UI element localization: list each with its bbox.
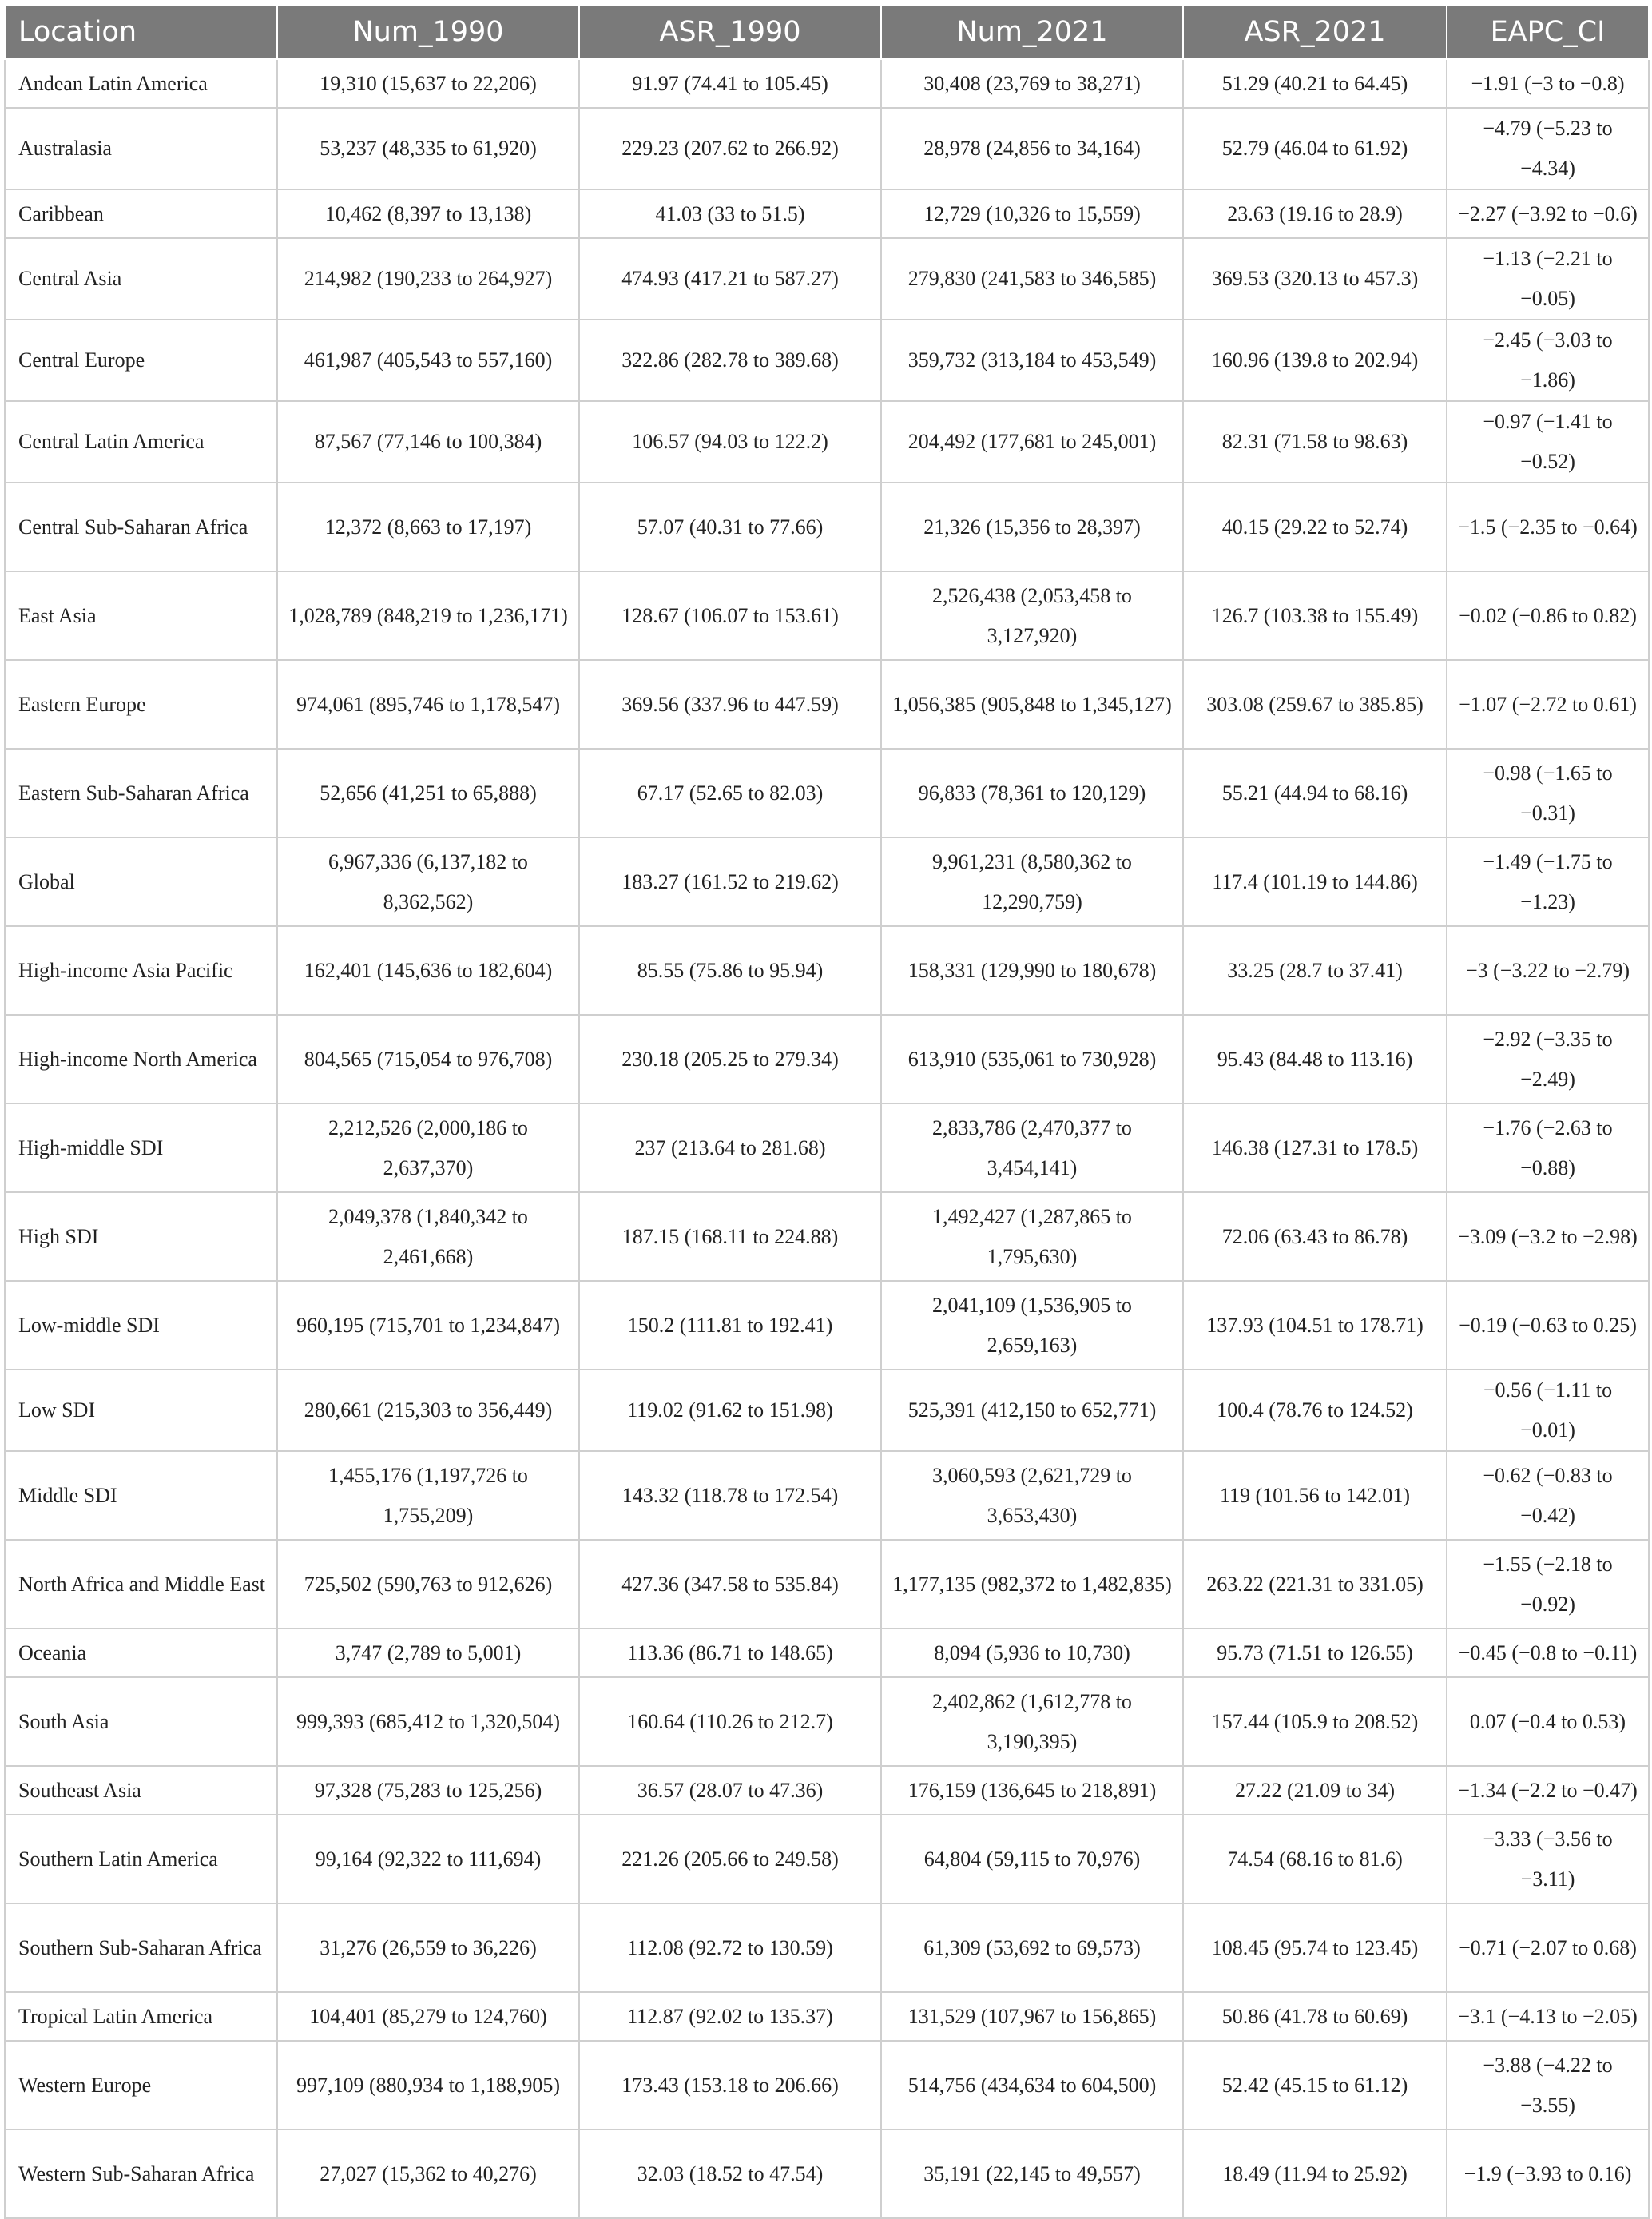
cell-num-2021: 158,331 (129,990 to 180,678)	[881, 926, 1183, 1015]
cell-asr-2021: 108.45 (95.74 to 123.45)	[1183, 1903, 1447, 1992]
table-row	[5, 1015, 1649, 1104]
cell-location: East Asia	[5, 571, 277, 660]
cell-asr-1990: 112.08 (92.72 to 130.59)	[579, 1903, 881, 1992]
cell-num-1990: 53,237 (48,335 to 61,920)	[277, 108, 579, 189]
table-header	[5, 5, 1649, 59]
cell-num-2021: 525,391 (412,150 to 652,771)	[881, 1370, 1183, 1451]
cell-asr-1990: 229.23 (207.62 to 266.92)	[579, 108, 881, 189]
table-row	[5, 2130, 1649, 2218]
cell-eapc-ci: −3 (−3.22 to −2.79)	[1447, 926, 1649, 1015]
cell-asr-1990: 143.32 (118.78 to 172.54)	[579, 1451, 881, 1540]
cell-asr-2021: 40.15 (29.22 to 52.74)	[1183, 483, 1447, 571]
cell-num-1990: 461,987 (405,543 to 557,160)	[277, 320, 579, 401]
cell-eapc-ci: −2.45 (−3.03 to −1.86)	[1447, 320, 1649, 401]
cell-location: Southeast Asia	[5, 1766, 277, 1815]
cell-num-1990: 214,982 (190,233 to 264,927)	[277, 238, 579, 320]
cell-num-2021: 61,309 (53,692 to 69,573)	[881, 1903, 1183, 1992]
cell-num-2021: 35,191 (22,145 to 49,557)	[881, 2130, 1183, 2218]
table-row	[5, 1815, 1649, 1903]
table-row	[5, 59, 1649, 108]
cell-num-1990: 6,967,336 (6,137,182 to 8,362,562)	[277, 837, 579, 926]
table-row	[5, 1540, 1649, 1628]
table-row	[5, 660, 1649, 749]
cell-asr-1990: 369.56 (337.96 to 447.59)	[579, 660, 881, 749]
cell-num-1990: 1,028,789 (848,219 to 1,236,171)	[277, 571, 579, 660]
column-header-location: Location	[5, 5, 277, 59]
cell-asr-1990: 150.2 (111.81 to 192.41)	[579, 1281, 881, 1370]
cell-asr-2021: 119 (101.56 to 142.01)	[1183, 1451, 1447, 1540]
cell-eapc-ci: −1.55 (−2.18 to −0.92)	[1447, 1540, 1649, 1628]
cell-asr-1990: 237 (213.64 to 281.68)	[579, 1104, 881, 1192]
cell-asr-2021: 72.06 (63.43 to 86.78)	[1183, 1192, 1447, 1281]
cell-asr-2021: 33.25 (28.7 to 37.41)	[1183, 926, 1447, 1015]
cell-num-2021: 21,326 (15,356 to 28,397)	[881, 483, 1183, 571]
cell-eapc-ci: −0.19 (−0.63 to 0.25)	[1447, 1281, 1649, 1370]
cell-location: Tropical Latin America	[5, 1992, 277, 2041]
cell-asr-1990: 230.18 (205.25 to 279.34)	[579, 1015, 881, 1104]
cell-eapc-ci: −1.07 (−2.72 to 0.61)	[1447, 660, 1649, 749]
cell-num-2021: 2,526,438 (2,053,458 to 3,127,920)	[881, 571, 1183, 660]
table-row	[5, 483, 1649, 571]
table-row	[5, 1451, 1649, 1540]
cell-num-2021: 131,529 (107,967 to 156,865)	[881, 1992, 1183, 2041]
cell-eapc-ci: −1.34 (−2.2 to −0.47)	[1447, 1766, 1649, 1815]
cell-location: Low SDI	[5, 1370, 277, 1451]
cell-asr-2021: 55.21 (44.94 to 68.16)	[1183, 749, 1447, 837]
cell-asr-1990: 322.86 (282.78 to 389.68)	[579, 320, 881, 401]
cell-asr-2021: 74.54 (68.16 to 81.6)	[1183, 1815, 1447, 1903]
column-header-eapc-ci: EAPC_CI	[1447, 5, 1649, 59]
cell-eapc-ci: −0.45 (−0.8 to −0.11)	[1447, 1628, 1649, 1677]
cell-location: High-income Asia Pacific	[5, 926, 277, 1015]
cell-eapc-ci: 0.07 (−0.4 to 0.53)	[1447, 1677, 1649, 1766]
table-row	[5, 1677, 1649, 1766]
cell-num-1990: 162,401 (145,636 to 182,604)	[277, 926, 579, 1015]
table-row	[5, 837, 1649, 926]
cell-asr-2021: 27.22 (21.09 to 34)	[1183, 1766, 1447, 1815]
cell-num-2021: 96,833 (78,361 to 120,129)	[881, 749, 1183, 837]
cell-eapc-ci: −0.02 (−0.86 to 0.82)	[1447, 571, 1649, 660]
cell-num-1990: 974,061 (895,746 to 1,178,547)	[277, 660, 579, 749]
column-header-asr-1990: ASR_1990	[579, 5, 881, 59]
header-row	[5, 5, 1649, 59]
cell-eapc-ci: −1.5 (−2.35 to −0.64)	[1447, 483, 1649, 571]
cell-asr-1990: 113.36 (86.71 to 148.65)	[579, 1628, 881, 1677]
cell-location: Global	[5, 837, 277, 926]
cell-num-1990: 12,372 (8,663 to 17,197)	[277, 483, 579, 571]
data-table	[4, 4, 1650, 2219]
table-row	[5, 401, 1649, 483]
cell-asr-2021: 51.29 (40.21 to 64.45)	[1183, 59, 1447, 108]
cell-asr-1990: 427.36 (347.58 to 535.84)	[579, 1540, 881, 1628]
cell-eapc-ci: −1.76 (−2.63 to −0.88)	[1447, 1104, 1649, 1192]
cell-asr-1990: 183.27 (161.52 to 219.62)	[579, 837, 881, 926]
cell-num-2021: 359,732 (313,184 to 453,549)	[881, 320, 1183, 401]
column-header-num-1990: Num_1990	[277, 5, 579, 59]
cell-num-2021: 9,961,231 (8,580,362 to 12,290,759)	[881, 837, 1183, 926]
cell-eapc-ci: −0.71 (−2.07 to 0.68)	[1447, 1903, 1649, 1992]
cell-asr-1990: 173.43 (153.18 to 206.66)	[579, 2041, 881, 2130]
cell-num-1990: 104,401 (85,279 to 124,760)	[277, 1992, 579, 2041]
cell-asr-2021: 117.4 (101.19 to 144.86)	[1183, 837, 1447, 926]
cell-location: Low-middle SDI	[5, 1281, 277, 1370]
table-row	[5, 320, 1649, 401]
cell-num-1990: 1,455,176 (1,197,726 to 1,755,209)	[277, 1451, 579, 1540]
cell-location: High-middle SDI	[5, 1104, 277, 1192]
cell-asr-1990: 36.57 (28.07 to 47.36)	[579, 1766, 881, 1815]
cell-asr-2021: 303.08 (259.67 to 385.85)	[1183, 660, 1447, 749]
cell-num-2021: 64,804 (59,115 to 70,976)	[881, 1815, 1183, 1903]
cell-asr-2021: 18.49 (11.94 to 25.92)	[1183, 2130, 1447, 2218]
table-row	[5, 1281, 1649, 1370]
cell-asr-2021: 126.7 (103.38 to 155.49)	[1183, 571, 1447, 660]
table-row	[5, 1628, 1649, 1677]
cell-eapc-ci: −2.27 (−3.92 to −0.6)	[1447, 189, 1649, 238]
cell-num-1990: 31,276 (26,559 to 36,226)	[277, 1903, 579, 1992]
cell-num-1990: 97,328 (75,283 to 125,256)	[277, 1766, 579, 1815]
cell-asr-1990: 119.02 (91.62 to 151.98)	[579, 1370, 881, 1451]
cell-num-2021: 279,830 (241,583 to 346,585)	[881, 238, 1183, 320]
cell-location: Eastern Europe	[5, 660, 277, 749]
cell-num-2021: 613,910 (535,061 to 730,928)	[881, 1015, 1183, 1104]
cell-num-2021: 1,056,385 (905,848 to 1,345,127)	[881, 660, 1183, 749]
cell-asr-2021: 95.43 (84.48 to 113.16)	[1183, 1015, 1447, 1104]
cell-location: Southern Sub-Saharan Africa	[5, 1903, 277, 1992]
cell-num-2021: 1,177,135 (982,372 to 1,482,835)	[881, 1540, 1183, 1628]
cell-asr-2021: 263.22 (221.31 to 331.05)	[1183, 1540, 1447, 1628]
cell-location: Andean Latin America	[5, 59, 277, 108]
cell-num-2021: 204,492 (177,681 to 245,001)	[881, 401, 1183, 483]
cell-asr-2021: 146.38 (127.31 to 178.5)	[1183, 1104, 1447, 1192]
cell-asr-2021: 52.42 (45.15 to 61.12)	[1183, 2041, 1447, 2130]
cell-num-1990: 2,212,526 (2,000,186 to 2,637,370)	[277, 1104, 579, 1192]
table-row	[5, 1903, 1649, 1992]
cell-asr-1990: 106.57 (94.03 to 122.2)	[579, 401, 881, 483]
cell-eapc-ci: −1.91 (−3 to −0.8)	[1447, 59, 1649, 108]
cell-num-1990: 725,502 (590,763 to 912,626)	[277, 1540, 579, 1628]
table-row	[5, 2041, 1649, 2130]
cell-num-1990: 87,567 (77,146 to 100,384)	[277, 401, 579, 483]
cell-eapc-ci: −3.33 (−3.56 to −3.11)	[1447, 1815, 1649, 1903]
cell-location: Southern Latin America	[5, 1815, 277, 1903]
cell-num-1990: 19,310 (15,637 to 22,206)	[277, 59, 579, 108]
cell-eapc-ci: −0.98 (−1.65 to −0.31)	[1447, 749, 1649, 837]
cell-eapc-ci: −1.49 (−1.75 to −1.23)	[1447, 837, 1649, 926]
cell-asr-1990: 57.07 (40.31 to 77.66)	[579, 483, 881, 571]
cell-location: High SDI	[5, 1192, 277, 1281]
cell-eapc-ci: −1.9 (−3.93 to 0.16)	[1447, 2130, 1649, 2218]
table-row	[5, 1370, 1649, 1451]
table-row	[5, 749, 1649, 837]
cell-asr-1990: 85.55 (75.86 to 95.94)	[579, 926, 881, 1015]
table-row	[5, 1104, 1649, 1192]
cell-num-1990: 52,656 (41,251 to 65,888)	[277, 749, 579, 837]
cell-num-2021: 12,729 (10,326 to 15,559)	[881, 189, 1183, 238]
cell-num-1990: 804,565 (715,054 to 976,708)	[277, 1015, 579, 1104]
cell-asr-1990: 41.03 (33 to 51.5)	[579, 189, 881, 238]
cell-location: Central Latin America	[5, 401, 277, 483]
cell-num-1990: 280,661 (215,303 to 356,449)	[277, 1370, 579, 1451]
cell-location: Central Asia	[5, 238, 277, 320]
table-row	[5, 1992, 1649, 2041]
cell-location: North Africa and Middle East	[5, 1540, 277, 1628]
cell-location: Eastern Sub-Saharan Africa	[5, 749, 277, 837]
cell-asr-2021: 82.31 (71.58 to 98.63)	[1183, 401, 1447, 483]
cell-eapc-ci: −0.97 (−1.41 to −0.52)	[1447, 401, 1649, 483]
table-row	[5, 108, 1649, 189]
column-header-asr-2021: ASR_2021	[1183, 5, 1447, 59]
cell-asr-1990: 112.87 (92.02 to 135.37)	[579, 1992, 881, 2041]
cell-asr-1990: 221.26 (205.66 to 249.58)	[579, 1815, 881, 1903]
cell-asr-2021: 95.73 (71.51 to 126.55)	[1183, 1628, 1447, 1677]
cell-eapc-ci: −3.1 (−4.13 to −2.05)	[1447, 1992, 1649, 2041]
cell-asr-2021: 50.86 (41.78 to 60.69)	[1183, 1992, 1447, 2041]
cell-num-1990: 3,747 (2,789 to 5,001)	[277, 1628, 579, 1677]
cell-asr-1990: 32.03 (18.52 to 47.54)	[579, 2130, 881, 2218]
cell-asr-2021: 160.96 (139.8 to 202.94)	[1183, 320, 1447, 401]
cell-num-1990: 99,164 (92,322 to 111,694)	[277, 1815, 579, 1903]
cell-asr-1990: 474.93 (417.21 to 587.27)	[579, 238, 881, 320]
cell-location: Australasia	[5, 108, 277, 189]
cell-eapc-ci: −0.62 (−0.83 to −0.42)	[1447, 1451, 1649, 1540]
data-table-container	[4, 4, 1648, 2219]
cell-asr-1990: 128.67 (106.07 to 153.61)	[579, 571, 881, 660]
cell-location: Middle SDI	[5, 1451, 277, 1540]
cell-num-2021: 8,094 (5,936 to 10,730)	[881, 1628, 1183, 1677]
table-row	[5, 926, 1649, 1015]
cell-eapc-ci: −1.13 (−2.21 to −0.05)	[1447, 238, 1649, 320]
cell-asr-2021: 100.4 (78.76 to 124.52)	[1183, 1370, 1447, 1451]
cell-asr-1990: 67.17 (52.65 to 82.03)	[579, 749, 881, 837]
cell-asr-1990: 160.64 (110.26 to 212.7)	[579, 1677, 881, 1766]
cell-asr-2021: 157.44 (105.9 to 208.52)	[1183, 1677, 1447, 1766]
cell-location: High-income North America	[5, 1015, 277, 1104]
cell-asr-2021: 23.63 (19.16 to 28.9)	[1183, 189, 1447, 238]
cell-num-2021: 2,402,862 (1,612,778 to 3,190,395)	[881, 1677, 1183, 1766]
cell-num-2021: 2,833,786 (2,470,377 to 3,454,141)	[881, 1104, 1183, 1192]
cell-eapc-ci: −3.09 (−3.2 to −2.98)	[1447, 1192, 1649, 1281]
column-header-num-2021: Num_2021	[881, 5, 1183, 59]
cell-location: Central Europe	[5, 320, 277, 401]
cell-eapc-ci: −0.56 (−1.11 to −0.01)	[1447, 1370, 1649, 1451]
cell-num-1990: 960,195 (715,701 to 1,234,847)	[277, 1281, 579, 1370]
cell-num-2021: 28,978 (24,856 to 34,164)	[881, 108, 1183, 189]
cell-num-2021: 514,756 (434,634 to 604,500)	[881, 2041, 1183, 2130]
cell-asr-2021: 369.53 (320.13 to 457.3)	[1183, 238, 1447, 320]
table-row	[5, 189, 1649, 238]
cell-eapc-ci: −4.79 (−5.23 to −4.34)	[1447, 108, 1649, 189]
cell-num-1990: 2,049,378 (1,840,342 to 2,461,668)	[277, 1192, 579, 1281]
cell-location: Central Sub-Saharan Africa	[5, 483, 277, 571]
cell-location: Oceania	[5, 1628, 277, 1677]
cell-location: Western Europe	[5, 2041, 277, 2130]
cell-num-2021: 3,060,593 (2,621,729 to 3,653,430)	[881, 1451, 1183, 1540]
cell-asr-2021: 52.79 (46.04 to 61.92)	[1183, 108, 1447, 189]
cell-asr-2021: 137.93 (104.51 to 178.71)	[1183, 1281, 1447, 1370]
table-row	[5, 238, 1649, 320]
table-row	[5, 1766, 1649, 1815]
table-body	[5, 59, 1649, 2218]
table-row	[5, 571, 1649, 660]
cell-num-2021: 176,159 (136,645 to 218,891)	[881, 1766, 1183, 1815]
cell-eapc-ci: −3.88 (−4.22 to −3.55)	[1447, 2041, 1649, 2130]
cell-num-1990: 27,027 (15,362 to 40,276)	[277, 2130, 579, 2218]
cell-num-1990: 997,109 (880,934 to 1,188,905)	[277, 2041, 579, 2130]
cell-location: Western Sub-Saharan Africa	[5, 2130, 277, 2218]
table-row	[5, 1192, 1649, 1281]
cell-location: Caribbean	[5, 189, 277, 238]
cell-num-2021: 1,492,427 (1,287,865 to 1,795,630)	[881, 1192, 1183, 1281]
cell-num-2021: 30,408 (23,769 to 38,271)	[881, 59, 1183, 108]
cell-asr-1990: 91.97 (74.41 to 105.45)	[579, 59, 881, 108]
cell-num-1990: 10,462 (8,397 to 13,138)	[277, 189, 579, 238]
cell-location: South Asia	[5, 1677, 277, 1766]
cell-num-1990: 999,393 (685,412 to 1,320,504)	[277, 1677, 579, 1766]
cell-asr-1990: 187.15 (168.11 to 224.88)	[579, 1192, 881, 1281]
cell-eapc-ci: −2.92 (−3.35 to −2.49)	[1447, 1015, 1649, 1104]
cell-num-2021: 2,041,109 (1,536,905 to 2,659,163)	[881, 1281, 1183, 1370]
